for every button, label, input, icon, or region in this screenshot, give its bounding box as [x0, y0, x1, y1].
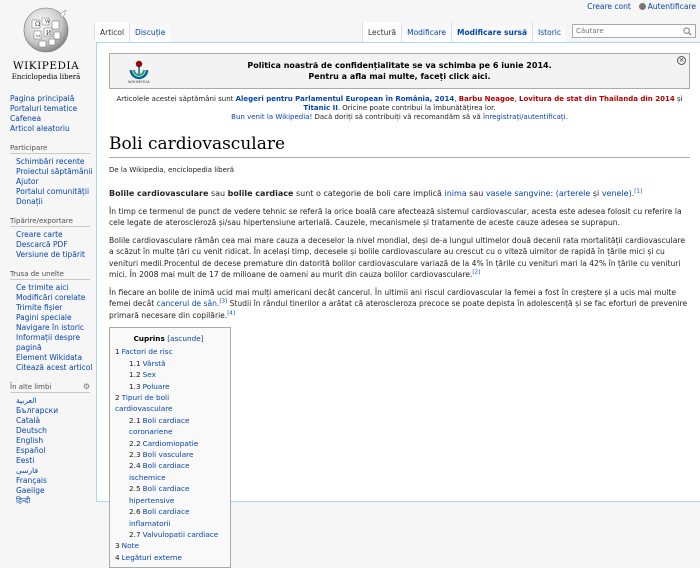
toc-text: Legături externe	[121, 552, 183, 562]
sidebar-tools-item	[10, 363, 96, 373]
toc-number: 1.1	[129, 358, 141, 368]
privacy-banner[interactable]	[109, 53, 690, 89]
sidebar-nav-item	[10, 114, 96, 124]
toc-subitem	[129, 415, 222, 438]
sidebar-tools-item	[10, 333, 96, 353]
wikipedia-logo[interactable]	[8, 6, 84, 86]
toc-number: 2.5	[129, 484, 141, 494]
main-content	[96, 42, 700, 562]
paragraph-2: În timp ce termenul de punct de vedere tehnic se referă la orice boală care afectează sistemul cardiovascular, acesta este adesea folosit cu referire la cele legate de ateroscleroză și/sau hipertensiune arterială. Cauzele, mecanismele și tratamente de aceste cauze adesea se suprapun.	[109, 206, 682, 227]
logo-title: WIKIPEDIA	[12, 60, 80, 72]
sidebar-languages	[0, 383, 96, 506]
sidebar-participation-link[interactable]: Ajutor	[16, 177, 39, 186]
sidebar-participation-item	[10, 167, 96, 177]
sidebar-language-link[interactable]: فارسی	[16, 466, 39, 475]
toc-item	[115, 552, 222, 563]
toc-sublink[interactable]	[129, 439, 198, 448]
toc-subitem	[129, 483, 222, 506]
sidebar-language-link[interactable]: English	[16, 436, 44, 445]
toc-title	[115, 333, 222, 344]
toc-number: 4	[115, 552, 120, 562]
toc-sublink[interactable]	[129, 530, 218, 539]
notice-separator: ,	[454, 95, 459, 103]
notice-link-thailand[interactable]: Lovitura de stat din Thailanda din 2014	[519, 95, 675, 103]
link-arterele[interactable]: (arterele	[555, 189, 591, 198]
toc-subitem	[129, 358, 222, 369]
languages-heading[interactable]	[10, 383, 90, 393]
text: .	[216, 299, 220, 308]
toc-number: 1	[115, 347, 120, 357]
text: :	[550, 189, 556, 198]
toc-sublink[interactable]	[129, 450, 194, 459]
sidebar-print-link[interactable]: Creare carte	[16, 230, 63, 239]
toc-link[interactable]	[115, 541, 139, 550]
notice-link-titanic[interactable]: Titanic II	[303, 104, 338, 112]
tab-edit[interactable]: Modificare	[401, 22, 451, 42]
toc-item	[115, 540, 222, 551]
text: sunt o categorie de boli care implică	[293, 189, 445, 198]
sidebar-tools-item	[10, 303, 96, 313]
toc-sublink[interactable]	[129, 382, 170, 391]
sidebar-nav-link[interactable]: Portaluri tematice	[10, 104, 78, 113]
toc-number: 2.6	[129, 507, 141, 517]
toc-number: 1.2	[129, 370, 141, 380]
toc-item	[115, 392, 222, 540]
toc-text: Poluare	[142, 381, 170, 391]
sidebar-language-link[interactable]: Français	[16, 476, 47, 485]
paragraph-1	[109, 188, 690, 200]
toc-sublink[interactable]	[129, 416, 189, 436]
text: și	[590, 189, 602, 198]
site-notice	[109, 95, 690, 122]
sidebar-tools-link[interactable]: Modificări corelate	[16, 293, 86, 302]
toc-link[interactable]	[115, 553, 182, 562]
sidebar-participation-link[interactable]: Portalul comunității	[16, 187, 90, 196]
toc-text: Valvulopatii cardiace	[142, 529, 219, 539]
sidebar-nav-item	[10, 94, 96, 104]
close-icon[interactable]: ×	[678, 56, 685, 64]
sidebar-participation-link[interactable]: Donații	[16, 197, 43, 206]
search-icon[interactable]	[683, 27, 692, 36]
sidebar-tools-item	[10, 323, 96, 333]
sidebar-language-item	[10, 466, 96, 476]
sidebar	[0, 94, 96, 516]
toc-sublink[interactable]	[129, 484, 189, 504]
notice-line-1	[109, 95, 690, 113]
toc-number: 1.3	[129, 381, 141, 391]
sidebar-tools-link[interactable]: Navigare în istoric	[16, 323, 85, 332]
toc-text: Cardiomiopatie	[142, 438, 199, 448]
toc-sublist	[115, 358, 222, 392]
sidebar-language-item	[10, 416, 96, 426]
sidebar-language-link[interactable]: Eesti	[16, 456, 35, 465]
svg-text:ω: ω	[36, 33, 41, 39]
sidebar-nav-item	[10, 124, 96, 134]
toc-item	[115, 346, 222, 392]
view-tabs	[362, 22, 696, 42]
toc-text: Boli cardiace ischemice	[129, 461, 190, 482]
participation-list	[10, 157, 96, 207]
sidebar-navigation	[0, 94, 96, 134]
notice-prefix: Articolele acestei săptămâni sunt	[116, 95, 236, 103]
banner-line-1: Politica noastră de confidențialitate se va schimba pe 6 iunie 2014.	[247, 61, 552, 70]
paragraph-3-text: Bolile cardiovasculare rămân cea mai mare cauza a deceselor la nivel mondial, deși de-a lungul ultimelor două decenii rata mortalității cardiovasculare a scăzut în multe țări cu venit ridicat. În același timp, decesele și bolile cardiovasculare au crescut cu o viteză uimitor de rapidă în țările mici și cu venituri medii.Procentul de decese premature din datorită bolilor cardiovasculare variază de la 4% în țările cu venituri mari la 42% în țările cu venituri mici. În 2008 mai mult de 17 de milioane de oameni au murit din cauza bolilor cardiovasculare.	[109, 235, 685, 279]
sidebar-language-link[interactable]: Català	[16, 416, 41, 425]
sidebar-language-item	[10, 456, 96, 466]
sidebar-nav-link[interactable]: Cafenea	[10, 114, 42, 123]
sidebar-participation-link[interactable]: Schimbări recente	[16, 157, 85, 166]
sidebar-tools-link[interactable]: Citează acest articol	[16, 363, 93, 372]
toc-sublink[interactable]	[129, 370, 156, 379]
paragraph-3	[109, 235, 690, 281]
tab-article[interactable]: Articol	[94, 22, 129, 42]
tools-list	[10, 283, 96, 373]
sidebar-print-link[interactable]: Versiune de tipărit	[16, 250, 85, 259]
sidebar-nav-link[interactable]: Articol aleatoriu	[10, 124, 70, 133]
languages-list	[10, 396, 96, 506]
toc-toggle-link[interactable]: [ascunde]	[167, 334, 204, 343]
toc-text: Vârstă	[142, 358, 166, 368]
sidebar-tools-item	[10, 313, 96, 323]
languages-heading-label: În alte limbi	[10, 383, 52, 391]
tab-history[interactable]: Istoric	[532, 22, 566, 42]
notice-line-2	[109, 113, 690, 122]
sidebar-print-item	[10, 250, 96, 260]
banner-message[interactable]	[110, 60, 689, 82]
sidebar-print-item	[10, 230, 96, 240]
toc-text: Note	[121, 541, 139, 551]
toc-text: Boli cardiace inflamatorii	[129, 507, 190, 528]
toc-subitem	[129, 529, 222, 540]
sidebar-language-link[interactable]: Deutsch	[16, 426, 47, 435]
page-title: Boli cardiovasculare	[109, 134, 690, 158]
toc-number: 2.3	[129, 450, 141, 460]
logo-tagline: Enciclopedia liberă	[11, 73, 81, 81]
sidebar-language-item	[10, 406, 96, 416]
site-subtitle: De la Wikipedia, enciclopedia liberă	[109, 166, 235, 174]
tab-edit-source[interactable]: Modificare sursă	[451, 22, 532, 42]
tab-talk[interactable]: Discuție	[129, 22, 170, 42]
navigation-list	[10, 94, 96, 134]
sidebar-language-item	[10, 446, 96, 456]
toc-number: 2.2	[129, 438, 141, 448]
reference-4[interactable]: [4]	[227, 309, 236, 316]
paragraph-4	[109, 287, 690, 322]
link-vasele-sangvine[interactable]: vasele sangvine	[485, 189, 551, 198]
link-venele[interactable]: venele)	[601, 189, 632, 198]
sidebar-language-item	[10, 486, 96, 496]
toc-subitem	[129, 369, 222, 380]
sidebar-tools-item	[10, 283, 96, 293]
toc-text: Boli cardiace hipertensive	[129, 484, 190, 505]
notice-line-2-text: Dacă doriți să contribuiți vă recomandăm să vă	[312, 113, 484, 121]
print-heading[interactable]: Tipărire/exportare	[10, 217, 90, 227]
bold-term-2: bolile cardiace	[227, 189, 294, 198]
sidebar-tools-link[interactable]: Trimite fișier	[16, 303, 63, 312]
toc-number: 2.7	[129, 529, 141, 539]
text: În fiecare an bolile de inimă ucid mai mulți americani decât cancerul. În ultimii ani riscul cardiovascular la femei a fost în creștere și a ucis mai multe femei decât	[109, 287, 677, 308]
user-icon	[639, 3, 646, 10]
search-input[interactable]	[576, 27, 683, 35]
tools-heading[interactable]: Trusa de unelte	[10, 270, 90, 280]
sidebar-language-link[interactable]: हिन्दी	[16, 496, 31, 505]
svg-text:W: W	[45, 19, 51, 25]
sidebar-tools-link[interactable]: Pagini speciale	[16, 313, 72, 322]
search-box	[572, 24, 696, 38]
toc-number: 3	[115, 541, 120, 551]
gear-icon[interactable]: ⚙	[82, 382, 90, 391]
toc-heading: Cuprins	[133, 334, 165, 343]
create-account-link[interactable]: Creare cont	[587, 2, 631, 11]
toc-sublist	[115, 415, 222, 540]
toc-sublink[interactable]	[129, 359, 166, 368]
notice-link-elections[interactable]: Alegeri pentru Parlamentul European în România, 2014	[235, 95, 455, 103]
reference-2[interactable]: [2]	[472, 269, 481, 276]
sidebar-language-link[interactable]: Español	[16, 446, 46, 455]
notice-link-barbu[interactable]: Barbu Neagoe	[458, 95, 515, 103]
toc-link[interactable]	[115, 347, 173, 356]
reference-3[interactable]: [3]	[219, 298, 228, 305]
toc-number: 2	[115, 393, 120, 403]
svg-text:И: И	[46, 30, 52, 37]
tab-read[interactable]: Lectură	[362, 22, 401, 42]
participation-heading[interactable]: Participare	[10, 144, 90, 154]
sidebar-nav-item	[10, 104, 96, 114]
sidebar-tools-link[interactable]: Element Wikidata	[16, 353, 83, 362]
notice-separator: și	[674, 95, 683, 103]
notice-line-2-end: .	[565, 113, 568, 121]
sidebar-participation-item	[10, 187, 96, 197]
login-link[interactable]: Autentificare	[647, 2, 696, 11]
personal-tools	[587, 2, 696, 11]
wikimedia-icon	[127, 58, 151, 78]
namespace-tabs	[94, 22, 170, 42]
sidebar-tools-link[interactable]: Ce trimite aici	[16, 283, 69, 292]
sidebar-print-item	[10, 240, 96, 250]
register-link[interactable]: înregistrați/autentificați	[483, 113, 566, 121]
toc-subitem	[129, 460, 222, 483]
sidebar-participation-item	[10, 157, 96, 167]
toc-text: Boli vasculare	[142, 450, 194, 460]
sidebar-tools	[0, 270, 96, 373]
print-list	[10, 230, 96, 260]
toc-list	[115, 346, 222, 563]
toc-text: Boli cardiace coronariene	[129, 415, 190, 437]
banner-line-2: Pentru a afla mai multe, faceți click aici.	[308, 72, 491, 81]
sidebar-language-link[interactable]: العربية	[16, 396, 37, 405]
text: sau	[208, 189, 228, 198]
sidebar-tools-item	[10, 353, 96, 363]
link-cancerul-de-san[interactable]: cancerul de sân	[156, 299, 217, 308]
sidebar-print	[0, 217, 96, 260]
sidebar-language-item	[10, 496, 96, 506]
sidebar-language-item	[10, 436, 96, 446]
text: sau	[466, 189, 486, 198]
reference-1[interactable]: [1]	[634, 188, 643, 195]
notice-suffix: . Oricine poate contribui la îmbunătățirea lor.	[337, 104, 496, 112]
sidebar-participation-item	[10, 197, 96, 207]
bold-term-1: Bolile cardiovasculare	[109, 189, 209, 198]
sidebar-language-item	[10, 426, 96, 436]
wikimedia-text: WIKIMEDIA	[128, 80, 150, 84]
sidebar-participation-item	[10, 177, 96, 187]
sidebar-language-item	[10, 476, 96, 486]
sidebar-participation	[0, 144, 96, 207]
notice-separator: ,	[514, 95, 520, 103]
toc-text: Sex	[142, 370, 156, 380]
sidebar-language-link[interactable]: Български	[16, 406, 59, 415]
toc-subitem	[129, 381, 222, 392]
sidebar-language-link[interactable]: Gaeilge	[16, 486, 45, 495]
toc-link[interactable]	[115, 393, 173, 413]
table-of-contents	[109, 327, 231, 568]
wikipedia-globe-icon	[22, 6, 70, 54]
sidebar-nav-link[interactable]: Pagina principală	[10, 94, 75, 103]
toc-subitem	[129, 506, 222, 529]
sidebar-tools-item	[10, 293, 96, 303]
text: Studii în rândul tinerilor a arătat că ateroscleroza precoce se poate depista în adolescență și se fac eforturi de prevenire primară necesare din copilărie.	[109, 299, 688, 320]
link-inima[interactable]: inima	[444, 189, 467, 198]
sidebar-print-link[interactable]: Descarcă PDF	[16, 240, 68, 249]
welcome-link[interactable]: Bun venit la Wikipedia!	[231, 113, 313, 121]
toc-number: 2.4	[129, 461, 141, 471]
text: .	[631, 189, 635, 198]
toc-number: 2.1	[129, 415, 141, 425]
login-wrapper	[639, 2, 696, 11]
sidebar-tools-link[interactable]: Informații despre pagină	[16, 333, 81, 352]
sidebar-language-item	[10, 396, 96, 406]
sidebar-participation-link[interactable]: Proiectul săptămânii	[16, 167, 93, 176]
toc-sublink[interactable]	[129, 461, 189, 481]
svg-text:Ω: Ω	[35, 21, 40, 28]
toc-text: Tipuri de boli cardiovasculare	[115, 393, 173, 414]
toc-text: Factori de risc	[121, 347, 173, 357]
toc-subitem	[129, 449, 222, 460]
toc-sublink[interactable]	[129, 507, 189, 527]
toc-subitem	[129, 438, 222, 449]
wikimedia-logo	[124, 58, 154, 84]
